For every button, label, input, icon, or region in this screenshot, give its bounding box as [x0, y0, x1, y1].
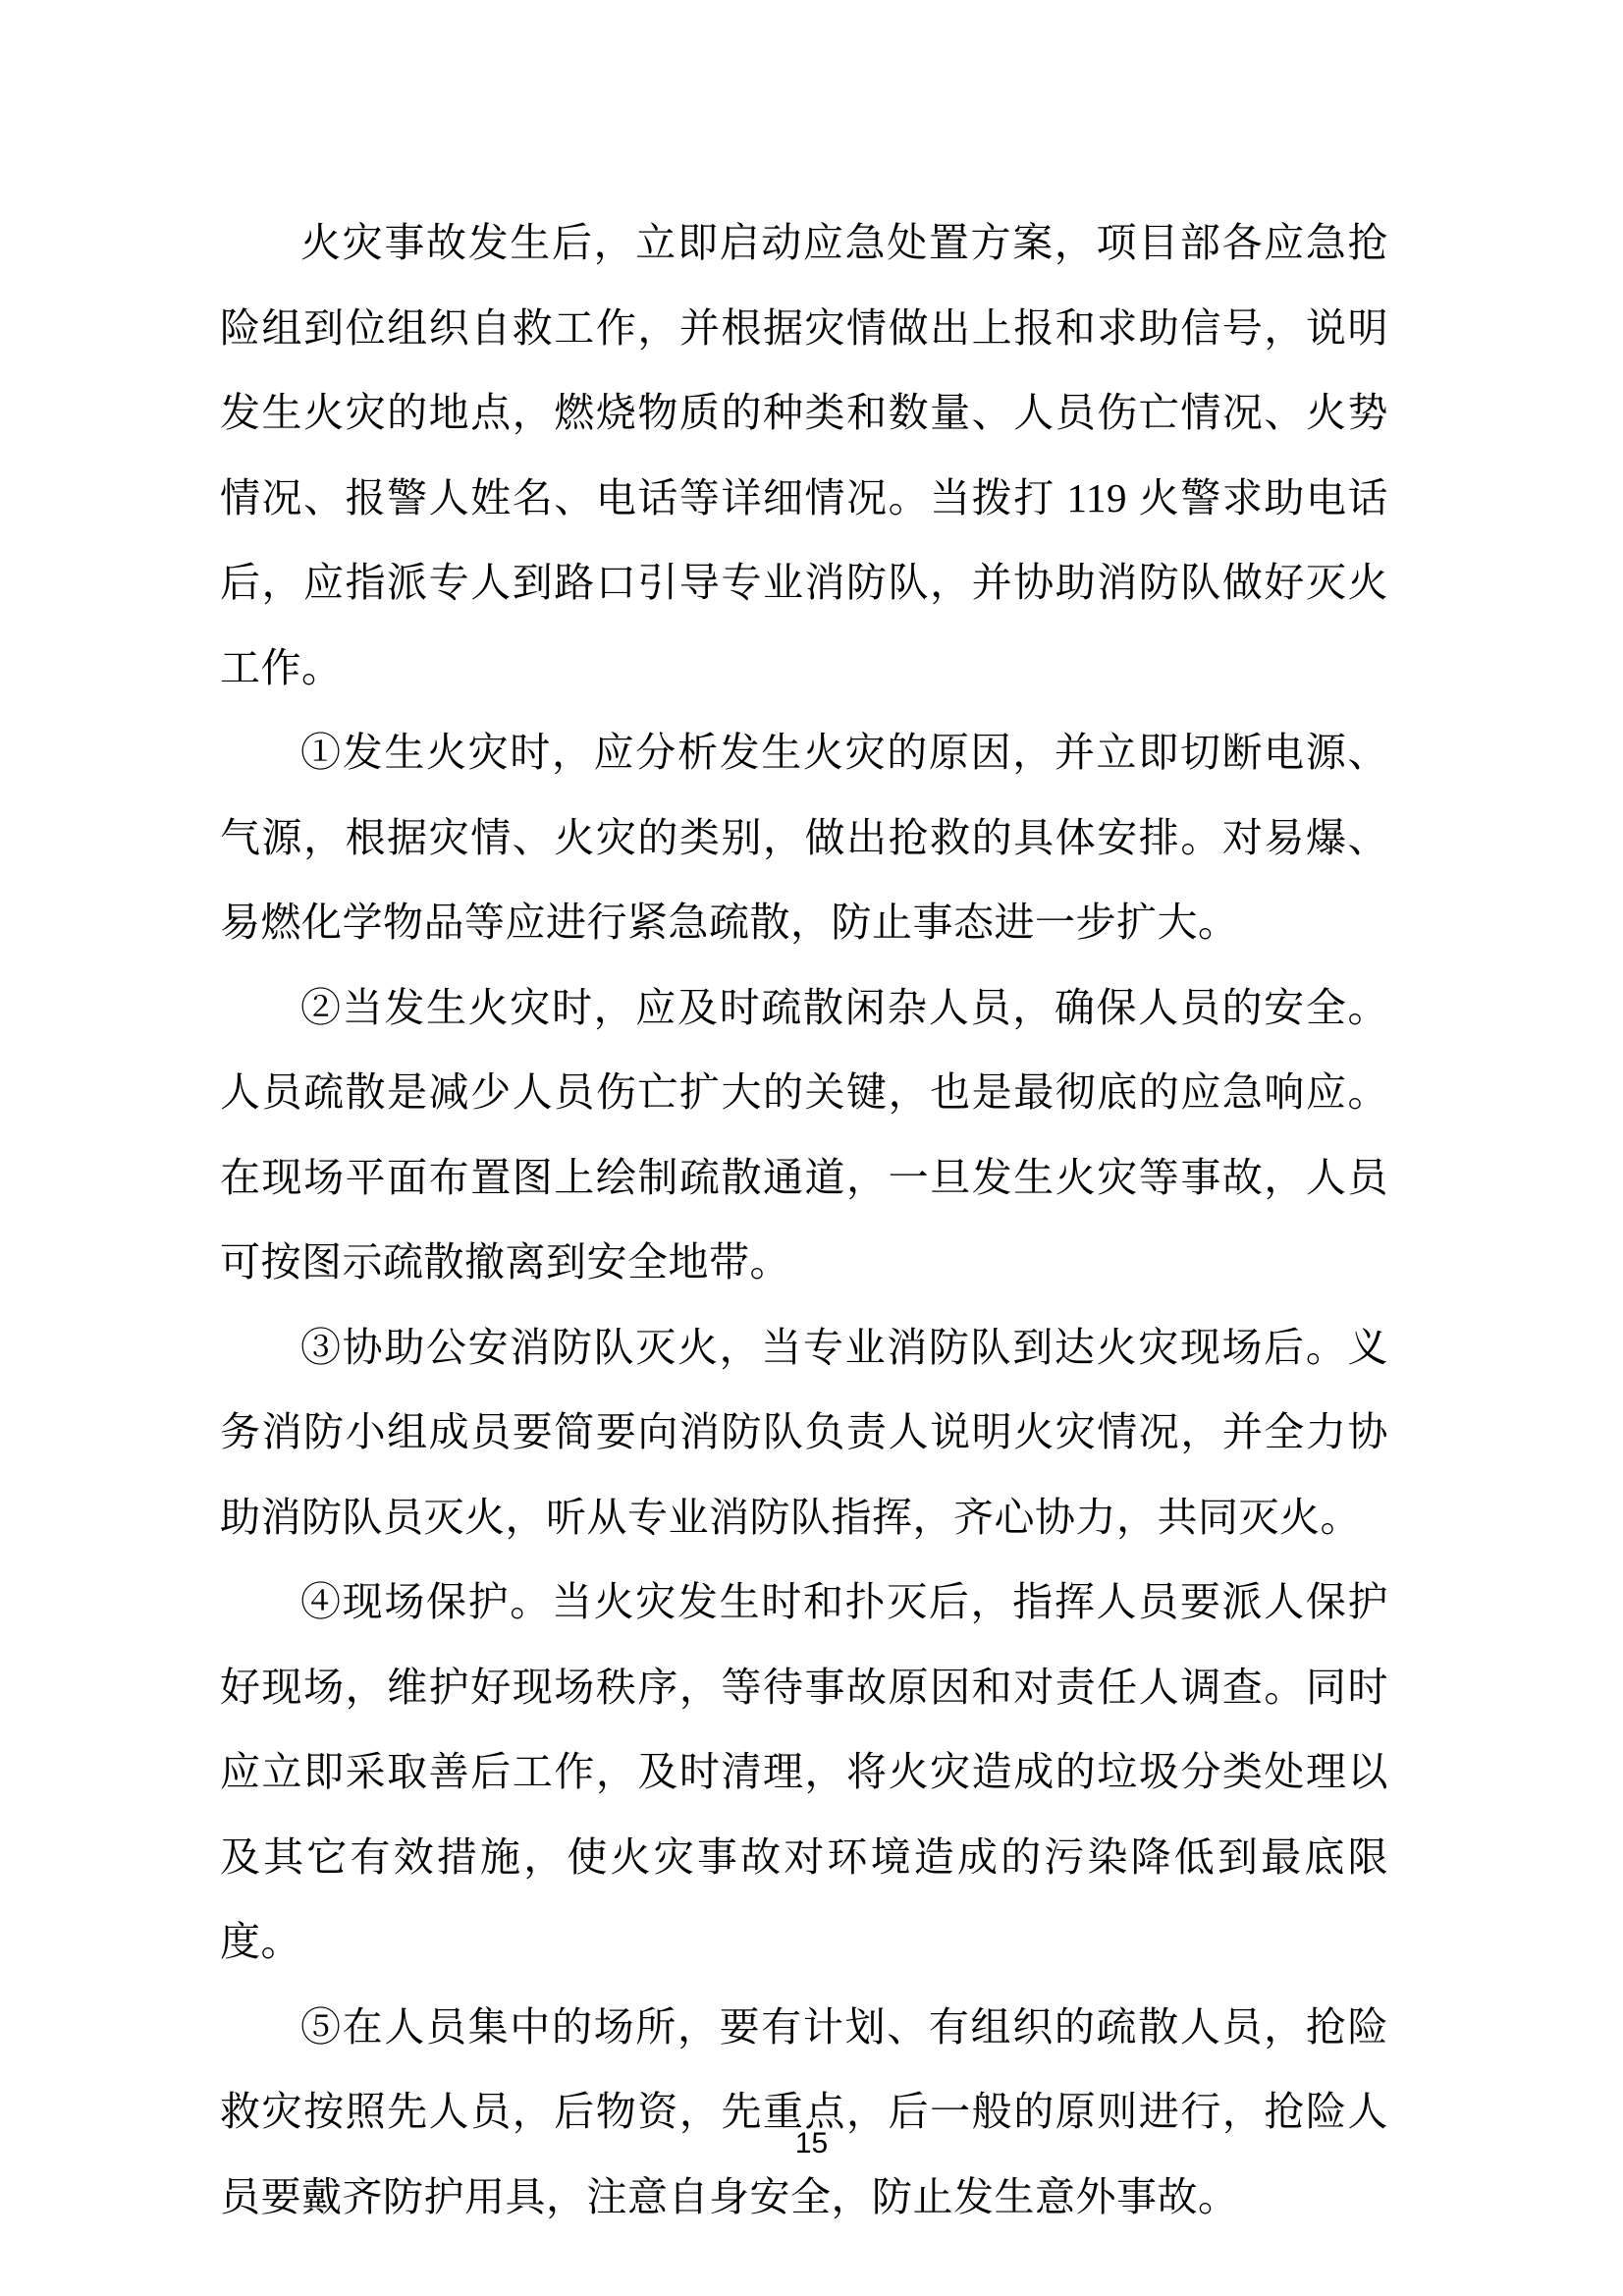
paragraph: ⑤在人员集中的场所，要有计划、有组织的疏散人员，抢险救灾按照先人员，后物资，先重点，后一般的原则进行，抢险人员要戴齐防护用具，注意自身安全，防止发生意外事故。 — [220, 2003, 1388, 2219]
page-number: 15 — [794, 2127, 829, 2159]
paragraph: ④现场保护。当火灾发生时和扑灭后，指挥人员要派人保护好现场，维护好现场秩序，等待事故原因和对责任人调查。同时应立即采取善后工作，及时清理，将火灾造成的垃圾分类处理以及其它有效措施，使火灾事故对环境造成的污染降低到最底限度。 — [220, 1579, 1388, 1964]
paragraph: 火灾事故发生后，立即启动应急处置方案，项目部各应急抢险组到位组织自救工作，并根据灾情做出上报和求助信号，说明发生火灾的地点，燃烧物质的种类和数量、人员伤亡情况、火势情况、报警人姓名、电话等详细情况。当拨打 119 火警求助电话后，应指派专人到路口引导专业消防队，并协助消防队做好灭火工作。 — [220, 220, 1388, 690]
paragraph: ③协助公安消防队灭火，当专业消防队到达火灾现场后。义务消防小组成员要简要向消防队负责人说明火灾情况，并全力协助消防队员灭火，听从专业消防队指挥，齐心协力，共同灭火。 — [220, 1324, 1388, 1540]
paragraphs-container — [220, 200, 1388, 2239]
paragraph: ②当发生火灾时，应及时疏散闲杂人员，确保人员的安全。人员疏散是减少人员伤亡扩大的关键，也是最彻底的应急响应。在现场平面布置图上绘制疏散通道，一旦发生火灾等事故，人员可按图示疏散撤离到安全地带。 — [220, 984, 1388, 1285]
paragraph: ①发生火灾时，应分析发生火灾的原因，并立即切断电源、气源，根据灾情、火灾的类别，做出抢救的具体安排。对易爆、易燃化学物品等应进行紧急疏散，防止事态进一步扩大。 — [220, 730, 1388, 945]
